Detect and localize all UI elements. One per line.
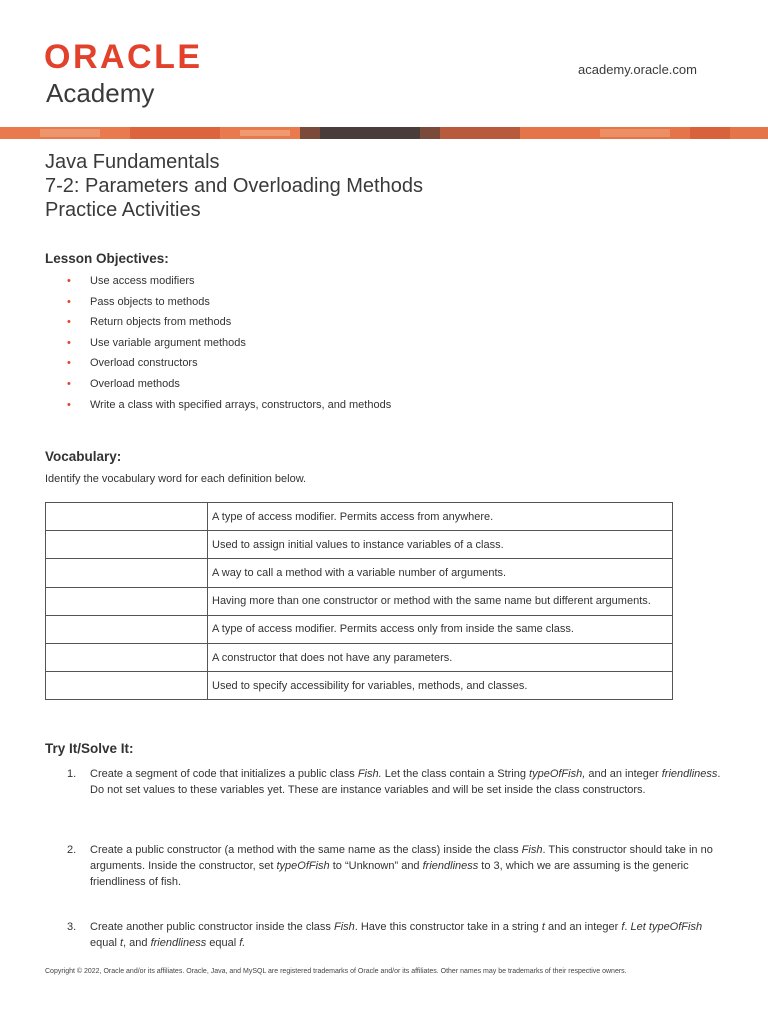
document-title-block [45,150,423,222]
table-row [46,615,673,643]
bullet-icon: • [67,377,71,390]
term-cell[interactable] [46,559,208,587]
academy-logo-text: Academy [46,78,155,108]
task-number: 1. [67,768,77,780]
list-item: • Overload constructors [45,354,391,375]
try-it-heading: Try It/Solve It: [45,741,134,756]
list-item: 1. Create a segment of code that initializes a public class Fish. Let the class contain a String typeOfFish, and an integer friendliness. Do not set values to these variables yet. These are instance variables and will be set inside the class constructors. [67,768,721,796]
table-row [46,503,673,531]
vocabulary-heading: Vocabulary: [45,449,122,464]
term-cell[interactable] [46,672,208,700]
task-number: 3. [67,921,77,933]
list-item: • Pass objects to methods [45,293,391,314]
table-row [46,559,673,587]
task-number: 2. [67,844,77,856]
definition-cell: Having more than one constructor or method with the same name but different arguments. [208,587,673,615]
term-cell[interactable] [46,587,208,615]
objectives-list [45,272,391,416]
bullet-icon: • [67,316,71,329]
task-list [45,766,725,951]
term-cell[interactable] [46,615,208,643]
definition-cell: Used to specify accessibility for variables, methods, and classes. [208,672,673,700]
term-cell[interactable] [46,643,208,671]
definition-cell: A type of access modifier. Permits access only from inside the same class. [208,615,673,643]
definition-cell: A way to call a method with a variable number of arguments. [208,559,673,587]
table-row [46,531,673,559]
bullet-icon: • [67,357,71,370]
document-subtitle: Practice Activities [45,199,201,221]
bullet-icon: • [67,275,71,287]
list-item: 2. Create a public constructor (a method with the same name as the class) inside the class Fish. This constructor should take in no arguments. Inside the constructor, set typeOfFish to “Unknown” and friendliness to 3, which we are assuming is the generic friendliness of fish. [67,844,713,888]
decorative-banner [0,127,768,139]
term-cell[interactable] [46,531,208,559]
list-item: • Use access modifiers [45,272,391,293]
vocabulary-intro: Identify the vocabulary word for each definition below. [45,473,307,485]
definition-cell: A constructor that does not have any parameters. [208,643,673,671]
table-row [46,643,673,671]
lesson-title: 7-2: Parameters and Overloading Methods [45,175,423,197]
site-url[interactable]: academy.oracle.com [578,62,697,77]
copyright-footer: Copyright © 2022, Oracle and/or its affiliates. Oracle, Java, and MySQL are registered trademarks of Oracle and/or its affiliates. Other names may be trademarks of their respective owners. [45,968,627,975]
objectives-heading: Lesson Objectives: [45,251,169,266]
bullet-icon: • [67,398,71,411]
bullet-icon: • [67,295,71,308]
definition-cell: A type of access modifier. Permits access from anywhere. [208,503,673,531]
list-item: • Use variable argument methods [45,334,391,355]
table-row [46,587,673,615]
term-cell[interactable] [46,503,208,531]
vocabulary-table [45,502,673,700]
list-item: • Write a class with specified arrays, constructors, and methods [45,396,391,417]
course-title: Java Fundamentals [45,151,220,173]
definition-cell: Used to assign initial values to instance variables of a class. [208,531,673,559]
oracle-logo: ORACLE [44,38,203,76]
list-item: 3. Create another public constructor inside the class Fish. Have this constructor take in a string t and an integer f. Let typeOfFish equal t, and friendliness equal f. [67,921,703,949]
list-item: • Overload methods [45,375,391,396]
table-row [46,672,673,700]
bullet-icon: • [67,336,71,349]
list-item: • Return objects from methods [45,313,391,334]
